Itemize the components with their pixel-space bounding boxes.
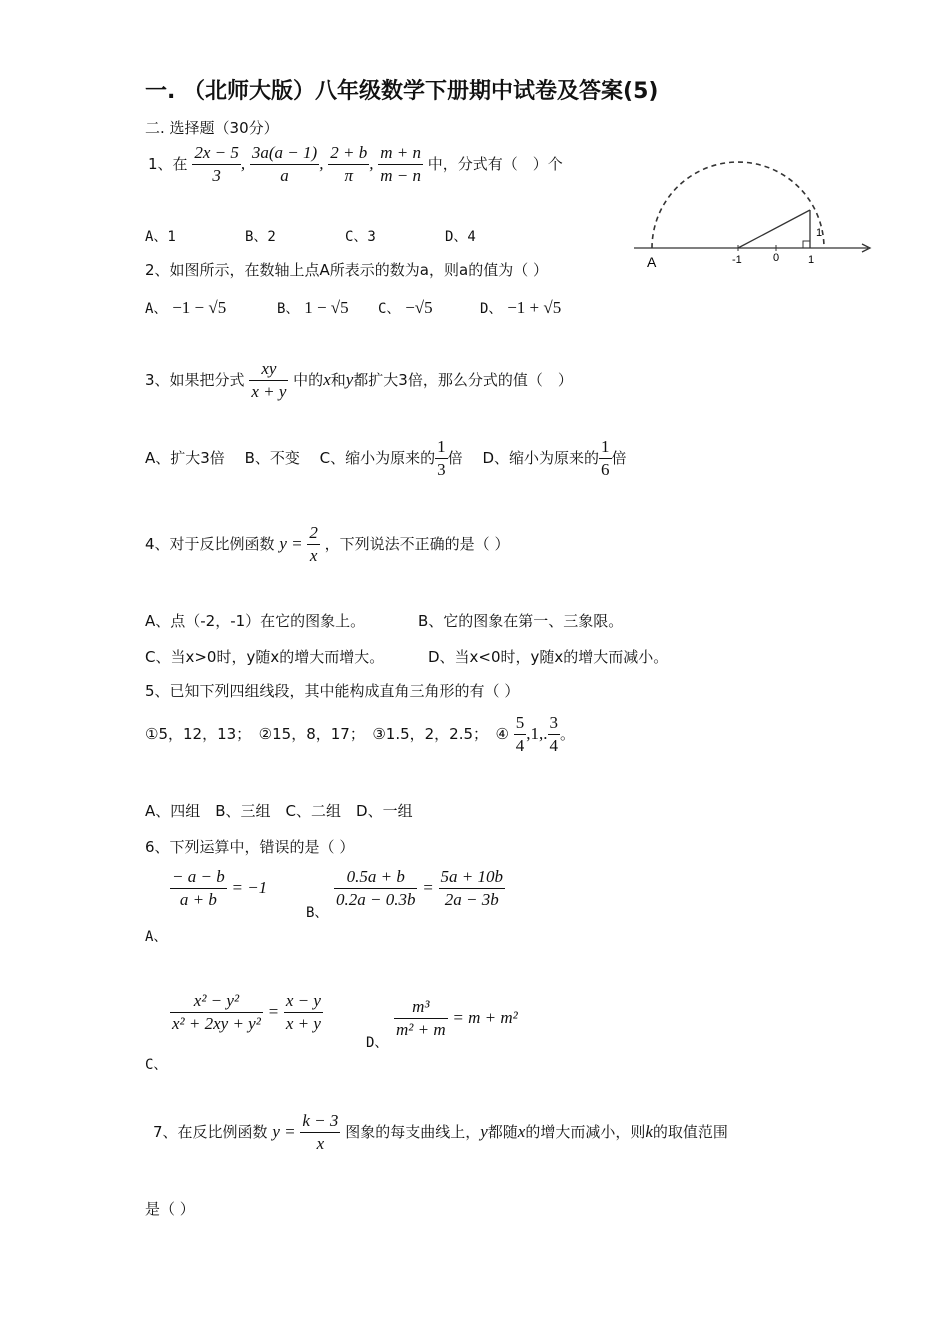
q4-option-a: A、点（-2，-1）在它的图象上。: [145, 612, 366, 630]
q6-expr-c: $\frac{\text{x² − y²}}{\text{x² + 2xy + y²}}$ = $\frac{x - y}{x + y}$: [172, 991, 321, 1033]
q2-option-b: B、 1 − √5: [277, 298, 349, 317]
q1-option-c: C、3: [345, 229, 376, 245]
q6-label-c: C、: [145, 1057, 168, 1073]
q1-fraction-4: $\frac{m + n}{m - n}$: [380, 143, 421, 185]
q3-option-a: A、扩大3倍: [145, 449, 225, 467]
hypotenuse-line: [738, 210, 810, 248]
question-6: 6、下列运算中，错误的是（ ）: [145, 838, 355, 856]
q1-option-a: A、1: [145, 229, 176, 245]
question-2: 2、如图所示，在数轴上点A所表示的数为a，则a的值为（ ）: [145, 261, 548, 279]
question-3: 3、如果把分式 $\frac{xy}{x + y}$ 中的x和y都扩大3倍，那么分式的值（ ）: [145, 359, 573, 401]
q1-option-b: B、2: [245, 229, 276, 245]
q6-expr-d: $\frac{\text{m³}}{\text{m² + m}}$ = m + m²: [396, 997, 518, 1039]
right-angle-icon: [803, 241, 810, 248]
label-zero: 0: [773, 252, 780, 264]
q6-expr-a: $\frac{- a - b}{a + b}$ = −1: [172, 867, 268, 909]
number-line-figure: [630, 160, 875, 272]
q6-label-d: D、: [366, 1035, 389, 1051]
q2-option-d: D、 −1 + √5: [480, 298, 562, 317]
page-title: 一. （北师大版）八年级数学下册期中试卷及答案(5): [145, 79, 659, 104]
section-heading: 二. 选择题（30分）: [145, 119, 279, 137]
label-neg1: -1: [732, 254, 742, 266]
q4-option-b: B、它的图象在第一、三象限。: [418, 612, 624, 630]
question-4: 4、对于反比例函数 y = $\frac{2}{x}$ ，下列说法不正确的是（ ）: [145, 523, 510, 565]
question-7: 7、在反比例函数 y = $\frac{k - 3}{x}$ 图象的每支曲线上，y都随x的增大而减小，则k的取值范围: [153, 1111, 728, 1153]
question-7-line2: 是（ ）: [145, 1200, 195, 1218]
q1-prefix: 1、在: [148, 155, 188, 173]
q4-fraction: $\frac{2}{x}$: [309, 523, 318, 565]
q4-option-d: D、当x<0时，y随x的增大而减小。: [428, 648, 669, 666]
q3-option-c: C、缩小为原来的 $\frac{1}{3}$ 倍: [319, 437, 463, 479]
q3-options: [145, 436, 627, 481]
q3-option-b: B、不变: [244, 449, 300, 467]
q1-fraction-1: $\frac{2x - 5}{3}$: [194, 143, 239, 185]
q6-label-b: B、: [306, 905, 329, 921]
q1-fraction-3: $\frac{2 + b}{\pi}$: [330, 143, 368, 185]
question-1: 1、在 $\frac{2x - 5}{3}$ , $\frac{3a(a - 1)}{a}$ , $\frac{2 + b}{\pi}$ , $\frac{m + n}{m - n}$ 中，分式有（ ）个: [148, 143, 563, 185]
q6-expr-b: $\frac{0.5a + b}{0.2a - 0.3b}$ = $\frac{5a + 10b}{2a - 3b}$: [336, 867, 504, 909]
question-5: 5、已知下列四组线段，其中能构成直角三角形的有（ ）: [145, 682, 520, 700]
q2-option-c: C、 −√5: [378, 298, 433, 317]
point-a-label: A: [647, 254, 657, 270]
q3-fraction: $\frac{xy}{x + y}$: [251, 359, 287, 401]
q2-option-a: A、 −1 − √5: [145, 298, 227, 317]
q6-label-a: A、: [145, 929, 168, 945]
label-one: 1: [808, 254, 815, 266]
label-height: 1: [816, 227, 823, 239]
dashed-arc: [652, 162, 824, 248]
q1-fraction-2: $\frac{3a(a - 1)}{a}$: [251, 143, 318, 185]
q1-suffix: 中，分式有（ ）个: [427, 155, 563, 173]
q1-option-d: D、4: [445, 229, 476, 245]
q5-groups: ①5，12，13； ②15，8，17； ③1.5，2，2.5； ④ $\frac{5}{4}$ ,1,. $\frac{3}{4}$ 。: [145, 713, 576, 755]
q4-option-c: C、当x>0时，y随x的增大而增大。: [145, 648, 385, 666]
q7-fraction: $\frac{k - 3}{x}$: [302, 1111, 339, 1153]
q3-option-d: D、缩小为原来的 $\frac{1}{6}$ 倍: [482, 437, 627, 479]
q5-options: A、四组 B、三组 C、二组 D、一组: [145, 802, 413, 820]
